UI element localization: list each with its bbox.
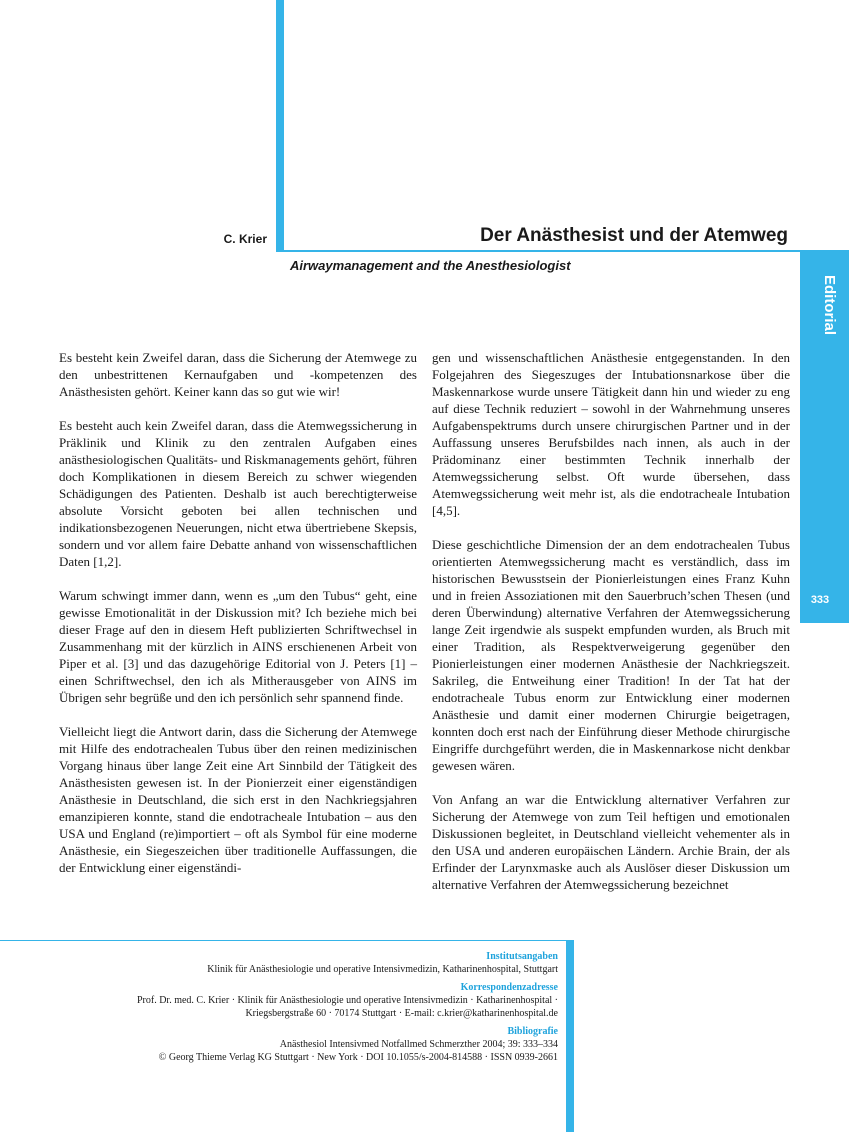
paragraph: Von Anfang an war die Entwicklung alternativer Verfahren zur Sicherung der Atemwege von zum Teil heftigen und emotionalen Diskussionen begleitet, in Deutschland vielleicht vehementer als in den USA und anderen europäischen Ländern. Archie Brain, der als Erfinder der Larynxmaske auch als Auslöser dieser Diskussion um alternative Verfahren der Atemwegssicherung bezeichnet bbox=[432, 792, 790, 892]
correspondence-block bbox=[38, 981, 558, 1020]
accent-bar-top bbox=[276, 0, 284, 252]
paragraph: Diese geschichtliche Dimension der an dem endotrachealen Tubus orientierten Atemwegssicherung macht es verständlich, dass im historischen Bewusstsein der Pionierleistungen eines Franz Kuhn und in freien Assoziationen mit den Sauerbruch’schen Thesen (und deren Überwindung) alternative Verfahren der Atemwegssicherung lange Zeit irgendwie als suspekt empfunden wurden, als Bruch mit einer Tradition, als Respektverweigerung gegenüber den Pionierleistungen einer modernen Anästhesie der Nachkriegszeit. Sakrileg, die Entweihung einer Tradition! In der Tat hat der endotracheale Tubus enorm zur Entwicklung einer modernen Anästhesie und damit einer modernen Chirurgie beigetragen, konnten doch erst nach der Einführung dieser Methode chirurgische Eingriffe durchgeführt werden, die in Maskennarkose nicht denkbar gewesen wären. bbox=[432, 537, 790, 773]
correspondence-line: Kriegsbergstraße 60 · 70174 Stuttgart · E-mail: c.krier@katharinenhospital.de bbox=[245, 1008, 558, 1019]
article-title: Der Anästhesist und der Atemweg bbox=[480, 225, 788, 246]
paragraph: Es besteht auch kein Zweifel daran, dass die Atemwegssicherung in Präklinik und Klinik zu den zentralen Aufgaben eines anästhesiologischen Qualitäts- und Riskmanagements gehört, führen doch Komplikationen in diesem Bereich zu schwer wiegenden Schädigungen des Patienten. Deshalb ist auch berechtigterweise absolute Vorsicht geboten bei allen technischen und indikationsbezogenen Neuerungen, nicht etwa übertriebene Skepsis, sondern und vor allem faire Debatte anhand von wissenschaftlichen Daten [1,2]. bbox=[59, 418, 417, 569]
author-name: C. Krier bbox=[223, 232, 267, 246]
bibliography-block bbox=[38, 1025, 558, 1064]
correspondence-heading: Korrespondenzadresse bbox=[460, 982, 558, 993]
paragraph: Warum schwingt immer dann, wenn es „um den Tubus“ geht, eine gewisse Emotionalität in der Diskussion mit? Ich beziehe mich bei dieser Frage auf den in diesem Heft publizierten Schriftwechsel in Zusammenhang mit der kürzlich in AINS erschienenen Arbeit von Piper et al. [3] und das dazugehörige Editorial von J. Peters [1] – einen Schriftwechsel, den ich als Mitherausgeber von AINS im Übrigen sehr begrüße und den ich persönlich sehr spannend finde. bbox=[59, 588, 417, 705]
institution-text: Klinik für Anästhesiologie und operative Intensivmedizin, Katharinenhospital, Stuttgart bbox=[207, 964, 558, 975]
paragraph: Vielleicht liegt die Antwort darin, dass die Sicherung der Atemwege mit Hilfe des endotrachealen Tubus über den reinen medizinischen Vorgang hinaus über lange Zeit eine Art Sinnbild der Tätigkeit des Anästhesisten gewesen ist. In der Pionierzeit einer eigenständigen Anästhesie in Deutschland, die sich erst in den Nachkriegsjahren emanzipieren konnte, stand die endotracheale Intubation – aus den USA und England (re)importiert – oft als Symbol für eine moderne Anästhesie, ein Siegeszeichen über traditionelle Auffassungen, die der Entwicklung einer eigenständi- bbox=[59, 724, 417, 875]
body-column-left bbox=[59, 349, 417, 893]
title-rule bbox=[276, 250, 849, 252]
section-label: Editorial bbox=[821, 275, 838, 336]
page-number: 333 bbox=[810, 594, 830, 606]
paragraph: Es besteht kein Zweifel daran, dass die Sicherung der Atemwege zu den unbestrittenen Kernaufgaben und -kompetenzen des Anästhesisten gehört. Keiner kann das so gut wie wir! bbox=[59, 350, 417, 399]
article-footer bbox=[38, 950, 558, 1069]
correspondence-line: Prof. Dr. med. C. Krier · Klinik für Anästhesiologie und operative Intensivmedizin · Katharinenhospital · bbox=[136, 995, 558, 1006]
bibliography-line: Anästhesiol Intensivmed Notfallmed Schmerzther 2004; 39: 333–334 bbox=[279, 1039, 558, 1050]
body-column-right bbox=[432, 349, 790, 910]
footer-rule bbox=[0, 940, 568, 941]
article-subtitle: Airwaymanagement and the Anesthesiologist bbox=[290, 258, 571, 273]
institution-block bbox=[38, 950, 558, 976]
bibliography-heading: Bibliografie bbox=[507, 1026, 558, 1037]
footer-accent-bar bbox=[566, 940, 574, 1132]
paragraph: gen und wissenschaftlichen Anästhesie entgegenstanden. In den Folgejahren des Siegeszuges der Intubationsnarkose über die Maskennarkose wurde unsere Tätigkeit dann hin und wieder zu eng auf diese Technik reduziert – sowohl in der Wahrnehmung unseres Aufgabenspektrums durch unsere chirurgischen Partner und in der Auffassung unseres Berufsbildes nach innen, als auch in der Prädominanz einer bestimmten Technik innerhalb der Atemwegssicherung selbst. Oft wurde übersehen, dass Atemwegssicherung weit mehr ist, als die endotracheale Intubation [4,5]. bbox=[432, 350, 790, 518]
bibliography-line: © Georg Thieme Verlag KG Stuttgart · New York · DOI 10.1055/s-2004-814588 · ISSN 0939-2661 bbox=[158, 1052, 558, 1063]
institution-heading: Institutsangaben bbox=[486, 951, 558, 962]
